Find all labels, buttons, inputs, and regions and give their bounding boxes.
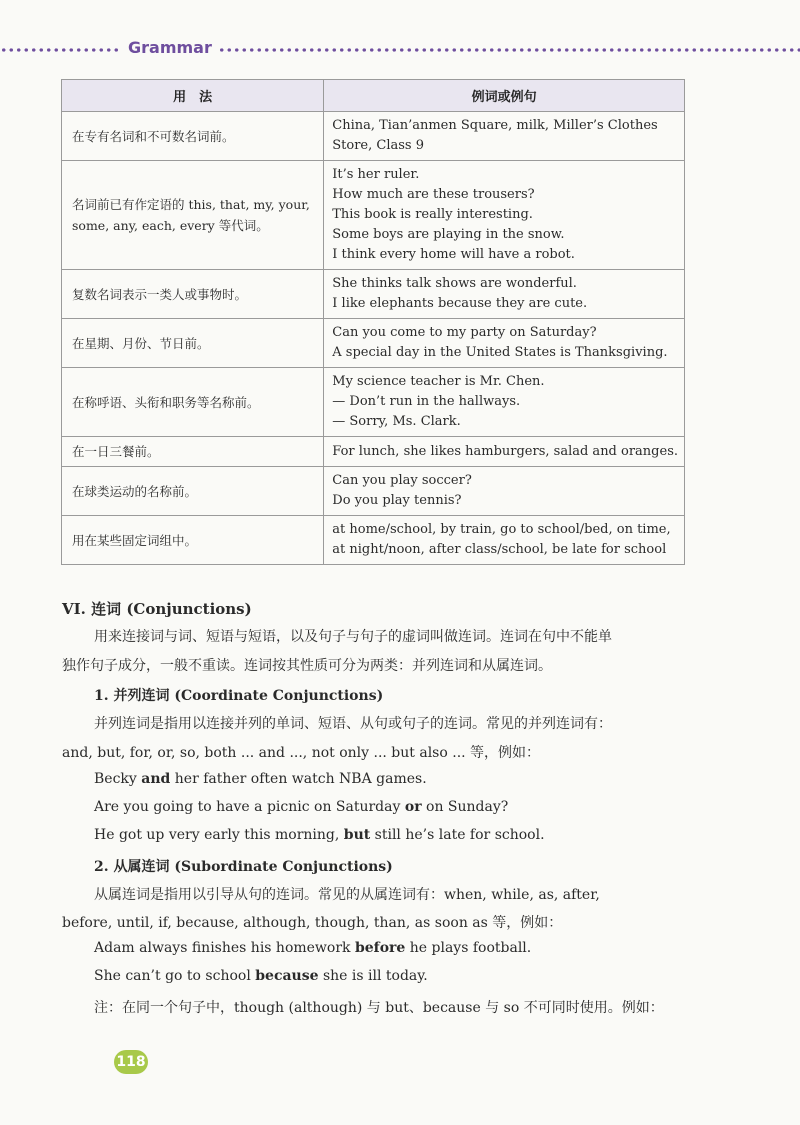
table-row	[62, 319, 685, 368]
usage-cell: 用在某些固定词组中。	[62, 516, 324, 565]
conjunction-keyword: because	[255, 968, 319, 984]
example-text: her father often watch NBA games.	[170, 771, 427, 787]
subsection-1-title: 1. 并列连词 (Coordinate Conjunctions)	[94, 688, 384, 704]
example-line: Do you play tennis?	[332, 493, 462, 508]
example-line: — Don’t run in the hallways.	[332, 394, 521, 409]
example-line: I like elephants because they are cute.	[332, 296, 588, 311]
example-line: Can you come to my party on Saturday?	[332, 325, 597, 340]
page-header	[0, 38, 800, 62]
example-line: I think every home will have a robot.	[332, 247, 575, 262]
subsection-2-desc-1: 从属连词是指用以引导从句的连词。常见的从属连词有：when, while, as, after,	[94, 887, 600, 903]
header-title: Grammar	[128, 38, 212, 57]
table-row	[62, 161, 685, 270]
subsection-1-desc-2: and, but, for, or, so, both ... and ..., not only ... but also ... 等，例如：	[62, 745, 541, 761]
example-line: My science teacher is Mr. Chen.	[332, 374, 545, 389]
example-cell	[324, 319, 685, 368]
example-line: She thinks talk shows are wonderful.	[332, 276, 577, 291]
example-line: It’s her ruler.	[332, 167, 420, 182]
usage-cell: 在专有名词和不可数名词前。	[62, 112, 324, 161]
example-line: A special day in the United States is Thanksgiving.	[332, 345, 668, 360]
usage-cell: 名词前已有作定语的 this, that, my, your, some, any, each, every 等代词。	[62, 161, 324, 270]
dotted-rule-right	[218, 48, 800, 52]
note-line: 注：在同一个句子中，though (although) 与 but、because 与 so 不可同时使用。例如：	[94, 1000, 664, 1016]
example-sentence	[94, 968, 428, 984]
usage-table	[61, 79, 685, 565]
example-text: He got up very early this morning,	[94, 827, 344, 843]
example-line: at night/noon, after class/school, be late for school	[332, 542, 667, 557]
usage-cell: 在称呼语、头衔和职务等名称前。	[62, 368, 324, 437]
table-header-row	[62, 80, 685, 112]
usage-cell: 在一日三餐前。	[62, 437, 324, 467]
example-text: She can’t go to school	[94, 968, 256, 984]
example-line: China, Tian’anmen Square, milk, Miller’s Clothes	[332, 118, 658, 133]
header-examples: 例词或例句	[324, 80, 685, 112]
example-sentence	[94, 827, 545, 843]
example-line: For lunch, she likes hamburgers, salad and oranges.	[332, 443, 678, 459]
conjunction-keyword: but	[343, 827, 371, 843]
example-sentence	[94, 940, 531, 956]
conjunction-keyword: and	[141, 771, 171, 787]
example-line: Can you play soccer?	[332, 473, 472, 488]
example-line: This book is really interesting.	[332, 207, 533, 222]
header-usage: 用 法	[62, 80, 324, 112]
example-cell	[324, 467, 685, 516]
example-sentence	[94, 771, 427, 787]
table-row	[62, 270, 685, 319]
example-sentence	[94, 799, 508, 815]
example-text: Becky	[94, 771, 142, 787]
intro-line-2: 独作句子成分，一般不重读。连词按其性质可分为两类：并列连词和从属连词。	[62, 658, 552, 674]
intro-line-1: 用来连接词与词、短语与短语，以及句子与句子的虚词叫做连词。连词在句中不能单	[94, 629, 612, 645]
usage-cell: 在星期、月份、节日前。	[62, 319, 324, 368]
usage-cell: 在球类运动的名称前。	[62, 467, 324, 516]
example-cell	[324, 516, 685, 565]
section-title: VI. 连词 (Conjunctions)	[62, 600, 252, 618]
example-text: on Sunday?	[421, 799, 509, 815]
example-cell	[324, 270, 685, 319]
example-text: Adam always finishes his homework	[94, 940, 355, 956]
table-row	[62, 112, 685, 161]
subsection-2-title: 2. 从属连词 (Subordinate Conjunctions)	[94, 859, 393, 875]
table-row	[62, 516, 685, 565]
subsection-1-desc-1: 并列连词是指用以连接并列的单词、短语、从句或句子的连词。常见的并列连词有：	[94, 716, 612, 732]
subsection-2-desc-2: before, until, if, because, although, though, than, as soon as 等，例如：	[62, 915, 563, 931]
example-cell	[324, 368, 685, 437]
example-line: Some boys are playing in the snow.	[332, 227, 565, 242]
example-line: How much are these trousers?	[332, 187, 535, 202]
example-text: still he’s late for school.	[370, 827, 545, 843]
example-text: he plays football.	[405, 940, 532, 956]
example-cell	[324, 161, 685, 270]
example-text: she is ill today.	[318, 968, 428, 984]
example-line: at home/school, by train, go to school/bed, on time,	[332, 522, 671, 537]
example-line: — Sorry, Ms. Clark.	[332, 414, 461, 429]
example-cell	[324, 437, 685, 467]
example-text: Are you going to have a picnic on Saturday	[94, 799, 405, 815]
page-number-badge: 118	[114, 1050, 148, 1074]
table-row	[62, 368, 685, 437]
dotted-rule-left	[0, 48, 118, 52]
usage-cell: 复数名词表示一类人或事物时。	[62, 270, 324, 319]
conjunction-keyword: or	[404, 799, 422, 815]
table-row	[62, 467, 685, 516]
table-row	[62, 437, 685, 467]
conjunction-keyword: before	[354, 940, 406, 956]
example-line: Store, Class 9	[332, 138, 424, 153]
example-cell	[324, 112, 685, 161]
